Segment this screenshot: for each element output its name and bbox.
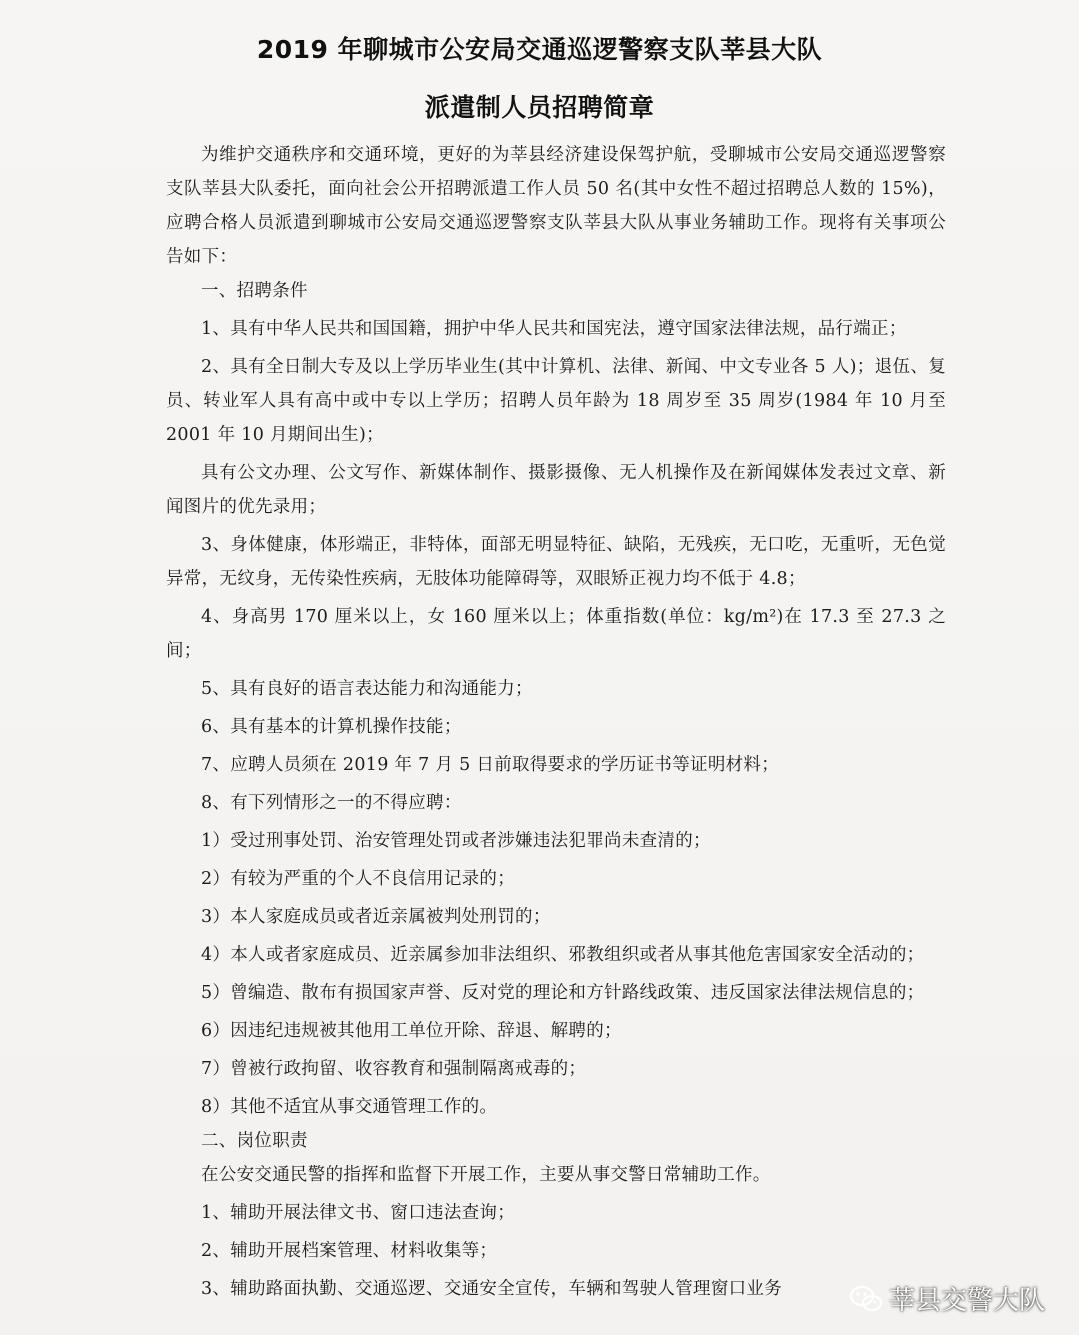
document-title-line2: 派遣制人员招聘简章 bbox=[424, 93, 655, 122]
condition-item: 5、具有良好的语言表达能力和沟通能力； bbox=[201, 679, 533, 699]
intro-paragraph: 为维护交通秩序和交通环境，更好的为莘县经济建设保驾护航，受聊城市公安局交通巡逻警察支队莘县大队委托，面向社会公开招聘派遣工作人员 50 名(其中女性不超过招聘总人数的 15%)，应聘合格人员派遣到聊城市公安局交通巡逻警察支队莘县大队从事业务辅助工作。现将有关事项公告如下： bbox=[166, 145, 946, 267]
condition-item: 6、具有基本的计算机操作技能； bbox=[201, 717, 462, 737]
exclusion-item: 4）本人或者家庭成员、近亲属参加非法组织、邪教组织或者从事其他危害国家安全活动的； bbox=[201, 945, 925, 965]
duty-item: 1、辅助开展法律文书、窗口违法查询； bbox=[201, 1203, 516, 1223]
document-title-line1: 2019 年聊城市公安局交通巡逻警察支队莘县大队 bbox=[256, 35, 823, 64]
exclusion-item: 2）有较为严重的个人不良信用记录的； bbox=[201, 869, 516, 889]
condition-item: 具有公文办理、公文写作、新媒体制作、摄影摄像、无人机操作及在新闻媒体发表过文章、新闻图片的优先录用； bbox=[166, 463, 946, 517]
watermark bbox=[849, 1280, 1045, 1317]
section-heading-duties: 二、岗位职责 bbox=[201, 1131, 308, 1151]
exclusion-item: 8）其他不适宜从事交通管理工作的。 bbox=[201, 1097, 498, 1117]
exclusion-item: 5）曾编造、散布有损国家声誉、反对党的理论和方针路线政策、违反国家法律法规信息的； bbox=[201, 983, 925, 1003]
exclusion-item: 7）曾被行政拘留、收容教育和强制隔离戒毒的； bbox=[201, 1059, 587, 1079]
condition-item: 7、应聘人员须在 2019 年 7 月 5 日前取得要求的学历证书等证明材料； bbox=[201, 755, 780, 775]
duty-item: 3、辅助路面执勤、交通巡逻、交通安全宣传，车辆和驾驶人管理窗口业务 bbox=[201, 1279, 783, 1299]
duty-intro: 在公安交通民警的指挥和监督下开展工作，主要从事交警日常辅助工作。 bbox=[201, 1165, 771, 1185]
duty-item: 2、辅助开展档案管理、材料收集等； bbox=[201, 1241, 498, 1261]
exclusion-item: 3）本人家庭成员或者近亲属被判处刑罚的； bbox=[201, 907, 551, 927]
section-heading-conditions: 一、招聘条件 bbox=[201, 281, 308, 301]
exclusion-item: 1）受过刑事处罚、治安管理处罚或者涉嫌违法犯罪尚未查清的； bbox=[201, 831, 711, 851]
condition-item: 8、有下列情形之一的不得应聘： bbox=[201, 793, 462, 813]
document-body bbox=[166, 138, 946, 1306]
condition-item: 3、身体健康，体形端正，非特体，面部无明显特征、缺陷，无残疾，无口吃，无重听，无色觉异常，无纹身，无传染性疾病，无肢体功能障碍等，双眼矫正视力均不低于 4.8； bbox=[166, 535, 946, 589]
condition-item: 1、具有中华人民共和国国籍，拥护中华人民共和国宪法，遵守国家法律法规，品行端正； bbox=[201, 319, 907, 339]
wechat-icon bbox=[849, 1284, 883, 1314]
condition-item: 4、身高男 170 厘米以上，女 160 厘米以上；体重指数(单位：kg/m²)在 17.3 至 27.3 之间； bbox=[166, 607, 946, 661]
condition-item: 2、具有全日制大专及以上学历毕业生(其中计算机、法律、新闻、中文专业各 5 人)；退伍、复员、转业军人具有高中或中专以上学历；招聘人员年龄为 18 周岁至 35 周岁(1984 年 10 月至 2001 年 10 月期间出生)； bbox=[166, 357, 946, 445]
exclusion-item: 6）因违纪违规被其他用工单位开除、辞退、解聘的； bbox=[201, 1021, 622, 1041]
watermark-text: 莘县交警大队 bbox=[888, 1286, 1045, 1316]
